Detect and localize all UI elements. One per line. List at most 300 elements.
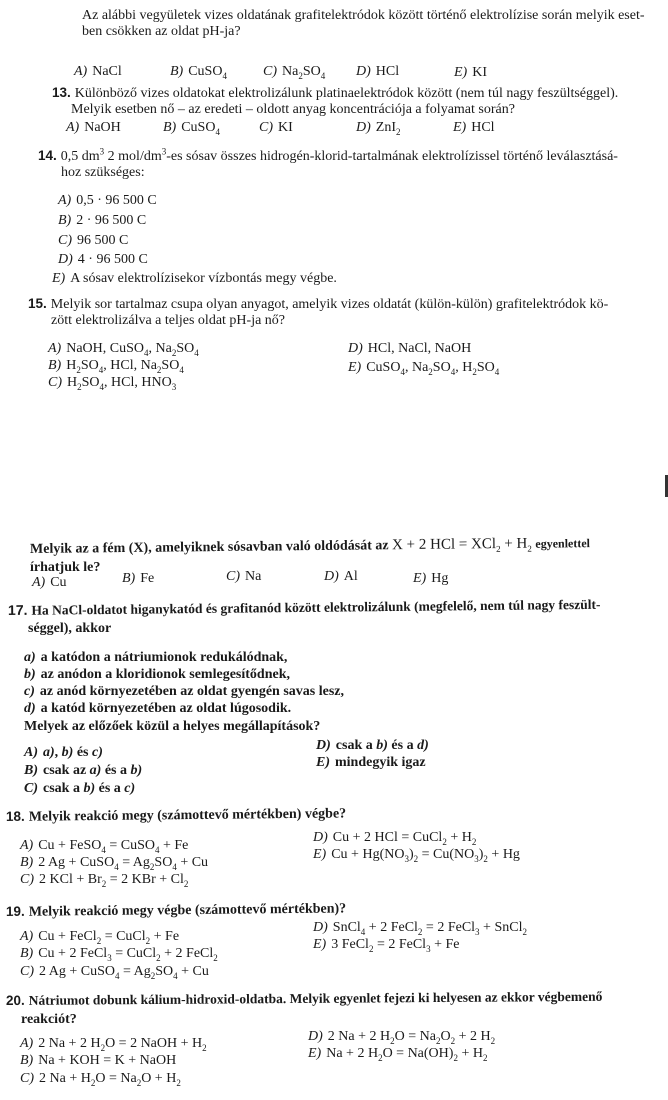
question-text-cont: ben csökken az oldat pH-ja? [82,24,241,39]
subscript: 2 [483,853,488,864]
option-text: b) [83,781,96,796]
q15-option-e [348,360,499,376]
equation: X + 2 HCl = XCl [391,536,497,554]
option-label: D) [316,738,331,753]
q12-option-a [74,64,122,80]
statement-text: a katódon a nátriumionok redukálódnak, [40,650,288,665]
option-label: E) [316,755,330,770]
subscript: 3 [171,381,177,392]
equation: O = Na [95,1071,137,1086]
equation: SO [155,964,174,979]
question-20-stem [5,988,662,1028]
option-text: 2 · 96 500 C [76,213,147,228]
q17-option-e [316,755,426,771]
subscript: 2 [176,1077,181,1088]
q16-option-d [324,569,358,585]
q20-option-c [20,1071,181,1087]
q18-option-b [20,855,208,871]
subscript: 3 [475,926,480,937]
question-18-stem [6,802,662,826]
option-label: D) [58,252,73,267]
subscript: 2 [413,853,419,864]
option-label: B) [58,213,72,228]
formula: NaCl [92,64,122,79]
option-label: A) [48,341,62,356]
equation: = CuSO [105,838,155,853]
subscript: 4 [98,364,104,375]
subscript: 2 [442,836,447,847]
q17-statement-b [24,667,290,683]
equation: = 2 FeCl [422,920,476,935]
q14-option-b [58,213,146,229]
q16-option-c [226,569,261,585]
q12-option-b [170,64,227,80]
option-text: 96 500 C [77,233,129,248]
superscript: 3 [99,146,105,157]
question-13-stem [52,85,664,118]
option-text: a) [43,745,55,760]
subscript: 4 [360,926,366,937]
q19-option-d [313,920,527,936]
option-label: E) [52,271,66,286]
subscript: 2 [156,952,161,963]
q20-option-a [20,1036,207,1052]
subscript: 4 [172,861,177,872]
question-17-stem [7,596,664,637]
equation: 2 Na + H [39,1071,91,1086]
subscript: 4 [215,126,220,137]
option-label: C) [58,233,72,248]
option-label: A) [58,193,72,208]
option-label: A) [20,838,34,853]
subscript: 2 [378,1052,383,1063]
q15-option-d [348,341,471,357]
formula: ZnI [375,120,396,135]
subscript: 2 [453,1052,458,1063]
question-number: 17. [7,601,28,618]
equation: + H [500,535,528,553]
subscript: 2 [390,1035,395,1046]
subscript: 3 [426,943,431,954]
question-text: Különböző vizes oldatokat elektrolizálunk platinaelektródok között (nem túl nagy feszültséggel). [74,86,619,101]
option-label: B) [170,64,184,79]
equation: Cu + 2 FeCl [38,946,108,961]
question-text-cont: séggel), akkor [28,621,112,636]
question-number: 19. [5,903,25,919]
q15-option-b [48,358,184,374]
option-text: 4 · 96 500 C [77,252,148,267]
subscript: 2 [490,1035,496,1046]
question-text: Ha NaCl-oldatot higanykatód és grafitanód között elektrolizálunk (megfelelő, nem túl nagy feszült- [31,596,601,618]
q19-option-a [20,929,179,945]
q18-option-c [20,872,188,888]
option-text: A sósav elektrolízisekor vízbontás megy végbe. [70,271,337,286]
option-text: csak a [335,738,377,753]
question-15-stem [28,296,664,329]
formula: SO [80,358,99,373]
equation: + Fe [150,929,180,944]
option-label: C) [263,64,277,79]
question-text: -es sósav összes hidrogén-klorid-tartalmának elektrolízissel történő leválasztásá- [166,149,618,164]
option-label: A) [20,929,34,944]
equation: 2 Ag + CuSO [39,964,115,979]
subscript: 2 [522,926,527,937]
q16-option-b [122,571,154,587]
subscript: 2 [171,347,177,358]
option-label: B) [163,120,177,135]
q17-option-b [24,763,142,779]
formula: , H [455,360,473,375]
q13-option-a [66,120,121,136]
formula: NaOH [84,120,121,135]
formula: SO [432,360,451,375]
subscript: 2 [183,878,189,889]
question-number: 13. [52,85,71,100]
statement-label: b) [24,667,36,682]
subscript: 3 [107,952,112,963]
subscript: 2 [150,970,156,981]
statement-label: c) [24,684,35,699]
question-text: Nátriumot dobunk kálium-hidroxid-oldatba. Melyik egyenlet fejezi ki helyesen az ekkor végbemenő [28,988,603,1008]
equation: + Cu [177,964,209,979]
option-label: E) [348,360,362,375]
option-label: D) [348,341,363,356]
equation: ) [478,847,484,862]
equation: + H [457,1046,483,1061]
option-label: A) [24,745,38,760]
equation: O [440,1029,451,1044]
q13-option-e [453,120,495,136]
subscript: 2 [472,366,477,377]
subscript: 2 [77,381,82,392]
equation: + 2 FeCl [365,920,418,935]
equation: + SnCl [479,920,523,935]
equation: + H [446,830,472,845]
equation: + Hg [487,847,520,862]
subscript: 2 [96,935,102,946]
statement-text: a katód környezetében az oldat lúgosodik. [40,701,292,716]
q12-option-e [454,65,487,81]
option-label: E) [453,120,467,135]
option-text: mindegyik igaz [335,755,426,770]
statement-text: az anódon a kloridionok semlegesítődnek, [40,667,290,682]
option-text: b) [376,738,388,753]
subscript: 2 [76,364,81,375]
formula: KI [278,120,293,135]
equation: = 2 FeCl [373,937,427,952]
equation: Cu + FeSO [38,838,102,853]
q16-option-a [32,575,67,591]
option-label: D) [324,569,339,584]
subscript: 2 [368,943,374,954]
q16-option-e [413,571,448,587]
equation: Na + KOH = K + NaOH [38,1053,177,1068]
q17-option-c [24,781,135,797]
subscript: 4 [155,844,160,855]
subscript: 2 [149,861,155,872]
option-label: D) [308,1029,323,1044]
q12-option-c [263,64,325,80]
subscript: 4 [179,364,184,375]
option-label: C) [48,375,62,390]
q14-option-e [52,271,337,287]
equation: + Fe [159,838,189,853]
formula: HCl [375,64,400,79]
equation: ) [408,847,414,862]
q17-subquestion: Melyek az előzőek közül a helyes megállapítások? [24,719,321,734]
subscript: 2 [482,1052,488,1063]
option-label: C) [259,120,273,135]
q15-option-c [48,375,176,391]
subscript: 2 [435,1035,441,1046]
q13-option-c [259,120,293,136]
question-text: 0,5 dm [60,149,100,164]
q17-statement-d [24,701,291,717]
question-text-cont: reakciót? [21,1012,77,1027]
question-number: 18. [5,808,25,824]
option-label: D) [313,830,328,845]
q13-option-b [163,120,220,136]
q20-option-b [20,1053,176,1069]
subscript: 2 [417,926,423,937]
formula: H [67,375,78,390]
subscript: 3 [474,853,479,864]
option-label: E) [308,1046,322,1061]
formula: , HCl, HNO [104,375,172,390]
option-label: B) [20,1053,34,1068]
formula: Na [282,64,299,79]
q17-option-a [24,745,103,761]
question-number: 14. [38,148,57,163]
equation: O = Na(OH) [382,1046,454,1061]
formula: SO [302,64,321,79]
q17-statement-c [24,684,344,700]
subscript: 4 [194,347,199,358]
subscript: 2 [101,878,107,889]
question-14-stem [38,148,664,181]
subscript: 4 [222,70,227,81]
option-label: A) [20,1036,34,1051]
equation: SnCl [332,920,361,935]
equation: O + H [141,1071,177,1086]
question-text: Az alábbi vegyületek vizes oldatának grafitelektródok között történő elektrolízise során melyik eset- [82,8,645,23]
question-number: 15. [28,296,47,311]
option-label: C) [20,964,34,979]
formula: SO [161,358,180,373]
subscript: 2 [100,1042,106,1053]
equation: 2 Na + 2 H [327,1029,391,1044]
q17-option-d [316,738,429,754]
formula: Fe [140,571,155,586]
equation: = Cu(NO [418,847,475,862]
option-text: d) [417,738,429,753]
q13-option-d [356,120,401,136]
option-label: A) [32,575,46,590]
subscript: 4 [114,861,119,872]
option-text: c) [124,781,136,796]
option-text: és a [101,763,131,778]
option-text: a) [89,763,102,778]
question-text-cont: zött elektrolizálva a teljes oldat pH-ja nő? [51,313,286,328]
option-label: C) [24,781,38,796]
option-label: E) [313,847,327,862]
question-text: Melyik az a fém (X), amelyiknek sósavban való oldódását az [29,538,389,557]
option-label: E) [313,937,327,952]
question-text: egyenlettel [535,536,591,551]
equation: Cu + FeCl [38,929,97,944]
q17-statement-a [24,650,287,666]
equation: = 2 KBr + Cl [106,872,184,887]
equation: + Cu [176,855,209,870]
question-text: Melyik sor tartalmaz csupa olyan anyagot, amelyik vizes oldatát (külön-külön) grafitelektródok kö- [50,297,609,312]
option-label: E) [454,65,468,80]
subscript: 2 [136,1077,142,1088]
subscript: 4 [173,970,178,981]
equation: Na + 2 H [326,1046,379,1061]
subscript: 3 [404,853,409,864]
formula: SO [476,360,495,375]
formula: Na [245,569,262,584]
question-text: 2 mol/dm [104,149,162,164]
formula: SO [81,375,100,390]
option-text: , [54,745,62,760]
question-text-cont: hoz szükséges: [61,165,145,180]
q18-option-d [313,830,476,846]
subscript: 2 [145,935,151,946]
option-text: c) [92,745,103,760]
equation: Cu + Hg(NO [331,847,405,862]
formula: HCl [471,120,495,135]
equation: 2 Na + 2 H [38,1036,101,1051]
equation: = CuCl [101,929,146,944]
subscript: 2 [527,543,532,554]
subscript: 2 [156,364,162,375]
formula: Hg [431,571,449,586]
subscript: 4 [114,970,120,981]
question-text: Melyik reakció megy végbe (számottevő mértékben)? [28,901,347,920]
option-label: C) [20,872,34,887]
subscript: 4 [101,844,106,855]
option-label: B) [48,358,62,373]
formula: Cu [50,575,67,590]
subscript: 4 [494,366,500,377]
question-19-stem [6,897,662,921]
equation: + Fe [430,937,460,952]
q14-option-a [58,193,157,209]
formula: SO [176,341,195,356]
equation: + 2 FeCl [160,946,214,961]
statement-label: d) [24,701,36,716]
equation: 3 FeCl [331,937,369,952]
option-text: b) [130,763,143,778]
option-label: A) [66,120,80,135]
q20-option-d [308,1029,495,1045]
subscript: 2 [450,1035,456,1046]
formula: CuSO [188,64,223,79]
equation: 2 Ag + CuSO [38,855,115,870]
equation: = CuCl [111,946,157,961]
subscript: 2 [428,366,433,377]
q12-option-d [356,64,399,80]
q19-option-b [20,946,218,962]
option-label: E) [413,571,427,586]
option-text: és a [387,738,418,753]
q20-option-e [308,1046,487,1062]
subscript: 2 [298,70,303,81]
option-label: B) [20,946,34,961]
subscript: 2 [471,836,477,847]
statement-label: a) [24,650,36,665]
question-12-stem [82,8,662,40]
option-text: csak az [43,763,90,778]
formula: , HCl, Na [103,358,157,373]
option-label: C) [20,1071,34,1086]
formula: KI [472,65,487,80]
superscript: 3 [161,146,167,157]
q19-option-e [313,937,459,953]
q14-option-c [58,233,128,249]
option-label: B) [122,571,136,586]
formula: Al [343,569,358,584]
subscript: 4 [450,366,456,377]
option-text: és [73,745,93,760]
question-text: Melyik reakció megy (számottevő mértékben) végbe? [28,806,347,825]
equation: O = 2 NaOH + H [105,1036,203,1051]
question-text-cont: Melyik esetben nő – az eredeti – oldott anyag koncentrációja a folyamat során? [71,102,515,117]
option-label: D) [356,64,371,79]
equation: 2 KCl + Br [39,872,102,887]
q19-option-c [20,964,209,980]
subscript: 2 [202,1042,207,1053]
equation: Cu + 2 HCl = CuCl [332,830,443,845]
q15-option-a [48,341,199,357]
q14-option-d [58,252,148,268]
equation: O = Na [394,1029,436,1044]
question-number: 20. [5,992,25,1008]
option-text: b) [61,745,74,760]
subscript: 2 [496,543,501,554]
subscript: 4 [144,347,149,358]
equation: = Ag [119,964,151,979]
option-label: C) [226,569,240,584]
option-label: A) [74,64,88,79]
equation: + 2 H [455,1029,491,1044]
q18-option-a [20,838,188,854]
option-label: D) [313,920,328,935]
q18-option-e [313,847,520,863]
option-label: B) [24,763,38,778]
subscript: 2 [213,952,218,963]
subscript: 4 [320,70,326,81]
subscript: 2 [396,126,401,137]
formula: NaOH, CuSO [66,341,144,356]
subscript: 4 [99,381,105,392]
option-label: D) [356,120,371,135]
equation: = Ag [118,855,150,870]
equation: SO [154,855,173,870]
formula: H [66,358,77,373]
formula: HCl, NaCl, NaOH [367,341,472,356]
formula: , Na [404,360,429,375]
option-text: csak a [43,781,84,796]
question-text-cont: írhatjuk le? [30,560,101,575]
formula: , Na [148,341,172,356]
formula: CuSO [366,360,401,375]
formula: CuSO [181,120,216,135]
option-label: B) [20,855,34,870]
subscript: 4 [400,366,405,377]
option-text: 0,5 · 96 500 C [76,193,157,208]
